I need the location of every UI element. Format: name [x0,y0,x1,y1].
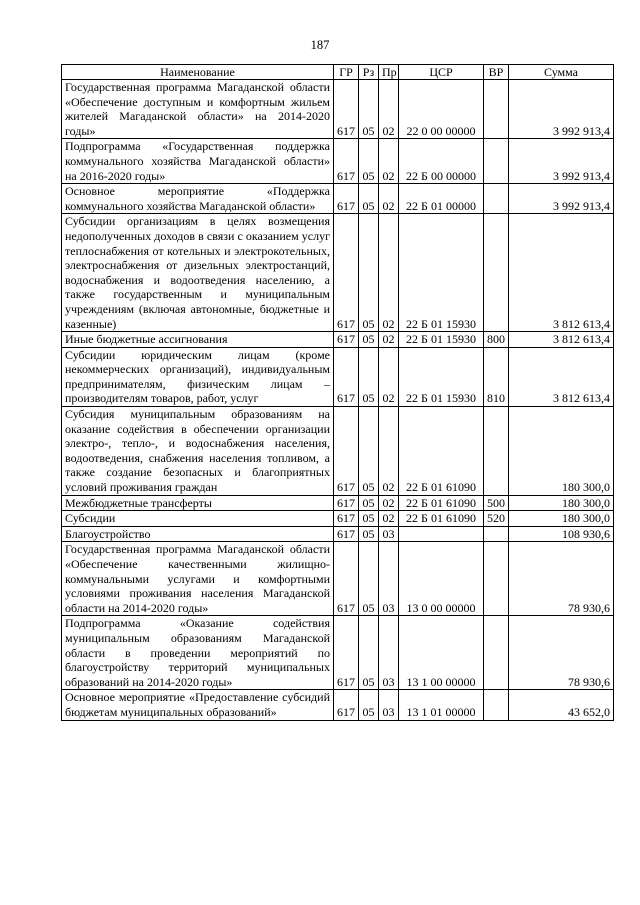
row-gr: 617 [334,80,359,139]
row-name: Благоустройство [62,526,334,542]
row-sum: 3 812 613,4 [509,214,614,332]
row-sum: 3 992 913,4 [509,139,614,184]
row-gr: 617 [334,542,359,616]
row-sum: 3 812 613,4 [509,332,614,348]
row-gr: 617 [334,184,359,214]
row-name: Межбюджетные трансферты [62,495,334,511]
row-pr: 02 [379,139,399,184]
row-pr: 03 [379,526,399,542]
row-vr [484,690,509,720]
table-row [62,184,614,214]
row-rz: 05 [359,184,379,214]
table-row [62,495,614,511]
row-csr: 22 0 00 00000 [399,80,484,139]
row-sum: 180 300,0 [509,511,614,527]
row-gr: 617 [334,332,359,348]
row-pr: 03 [379,616,399,690]
row-name: Подпрограмма «Оказание содействия муниципальным образованиям Магаданской области в проведении мероприятий по благоустройству территорий муниципальных образований на 2014-2020 годы» [62,616,334,690]
row-name: Основное мероприятие «Поддержка коммунального хозяйства Магаданской области» [62,184,334,214]
row-csr: 22 Б 01 61090 [399,511,484,527]
row-gr: 617 [334,690,359,720]
row-csr: 13 0 00 00000 [399,542,484,616]
row-sum: 180 300,0 [509,407,614,496]
row-csr: 22 Б 01 15930 [399,214,484,332]
row-vr [484,542,509,616]
row-rz: 05 [359,690,379,720]
row-rz: 05 [359,526,379,542]
row-gr: 617 [334,511,359,527]
row-sum: 3 992 913,4 [509,80,614,139]
header-name: Наименование [62,65,334,80]
row-rz: 05 [359,542,379,616]
table-header-row [62,65,614,80]
row-csr: 22 Б 01 61090 [399,407,484,496]
table-row [62,407,614,496]
row-rz: 05 [359,347,379,406]
row-gr: 617 [334,347,359,406]
row-pr: 03 [379,542,399,616]
table-row [62,526,614,542]
row-gr: 617 [334,407,359,496]
row-pr: 02 [379,80,399,139]
row-csr: 22 Б 01 15930 [399,347,484,406]
row-pr: 02 [379,407,399,496]
row-csr: 22 Б 01 61090 [399,495,484,511]
row-sum: 3 992 913,4 [509,184,614,214]
row-vr [484,80,509,139]
row-csr: 22 Б 01 00000 [399,184,484,214]
row-pr: 03 [379,690,399,720]
row-vr [484,184,509,214]
table-row [62,542,614,616]
row-rz: 05 [359,407,379,496]
row-name: Государственная программа Магаданской области «Обеспечение доступным и комфортным жильем жителей Магаданской области» на 2014-2020 годы» [62,80,334,139]
row-gr: 617 [334,495,359,511]
header-csr: ЦСР [399,65,484,80]
table-row [62,511,614,527]
row-rz: 05 [359,495,379,511]
row-pr: 02 [379,511,399,527]
header-sum: Сумма [509,65,614,80]
row-name: Субсидии [62,511,334,527]
row-vr: 800 [484,332,509,348]
table-row [62,139,614,184]
row-rz: 05 [359,511,379,527]
row-name: Субсидии юридическим лицам (кроме некоммерческих организаций), индивидуальным предпринимателям, физическим лицам – производителям товаров, работ, услуг [62,347,334,406]
row-name: Субсидии организациям в целях возмещения недополученных доходов в связи с оказанием услуг теплоснабжения от котельных и электрокотельных, электроснабжения от дизельных электростанций, водоснабжения и водоотведения населению, а также государственным и муниципальным учреждениям (включая автономные, бюджетные и казенные) [62,214,334,332]
row-sum: 180 300,0 [509,495,614,511]
row-csr: 13 1 01 00000 [399,690,484,720]
row-pr: 02 [379,184,399,214]
header-gr: ГР [334,65,359,80]
row-rz: 05 [359,139,379,184]
page-number: 187 [310,38,330,52]
row-pr: 02 [379,332,399,348]
row-name: Подпрограмма «Государственная поддержка коммунального хозяйства Магаданской области» на 2016-2020 годы» [62,139,334,184]
row-csr: 22 Б 00 00000 [399,139,484,184]
header-rz: Рз [359,65,379,80]
row-rz: 05 [359,616,379,690]
row-vr [484,407,509,496]
row-rz: 05 [359,214,379,332]
row-rz: 05 [359,80,379,139]
row-gr: 617 [334,616,359,690]
row-csr: 13 1 00 00000 [399,616,484,690]
table-row [62,616,614,690]
row-gr: 617 [334,214,359,332]
row-csr [399,526,484,542]
row-vr [484,616,509,690]
row-vr [484,214,509,332]
header-vr: ВР [484,65,509,80]
table-row [62,332,614,348]
row-pr: 02 [379,347,399,406]
row-sum: 43 652,0 [509,690,614,720]
header-pr: Пр [379,65,399,80]
row-pr: 02 [379,214,399,332]
table-row [62,347,614,406]
row-sum: 3 812 613,4 [509,347,614,406]
row-name: Основное мероприятие «Предоставление субсидий бюджетам муниципальных образований» [62,690,334,720]
row-name: Иные бюджетные ассигнования [62,332,334,348]
row-pr: 02 [379,495,399,511]
table-row [62,690,614,720]
row-sum: 78 930,6 [509,542,614,616]
row-gr: 617 [334,139,359,184]
row-vr: 520 [484,511,509,527]
row-rz: 05 [359,332,379,348]
row-csr: 22 Б 01 15930 [399,332,484,348]
row-vr: 500 [484,495,509,511]
row-sum: 78 930,6 [509,616,614,690]
table-row [62,80,614,139]
row-name: Государственная программа Магаданской области «Обеспечение качественными жилищно-коммунальными услугами и комфортными условиями проживания населения Магаданской области на 2014-2020 годы» [62,542,334,616]
row-vr [484,139,509,184]
budget-table [61,64,614,721]
row-name: Субсидия муниципальным образованиям на оказание содействия в обеспечении организации электро-, тепло-, и водоснабжения населения, водоотведения, снабжения населения топливом, а также создание безопасных и благоприятных условий проживания граждан [62,407,334,496]
row-gr: 617 [334,526,359,542]
row-vr: 810 [484,347,509,406]
table-row [62,214,614,332]
row-vr [484,526,509,542]
row-sum: 108 930,6 [509,526,614,542]
